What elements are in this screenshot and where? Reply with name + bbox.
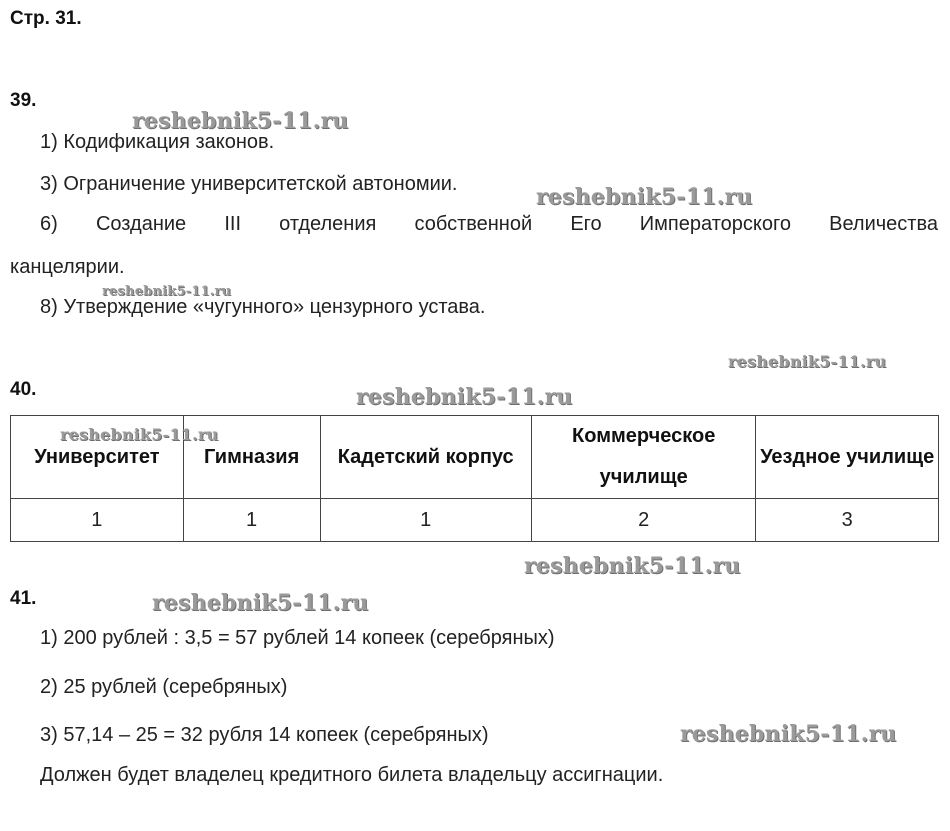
- watermark: reshebnik5-11.ru: [356, 384, 573, 410]
- header-cell: [756, 416, 939, 499]
- page-label: Стр. 31.: [10, 8, 82, 29]
- header-cadet-corps: Кадетский корпус: [337, 445, 514, 468]
- watermark: reshebnik5-11.ru: [524, 553, 741, 579]
- task-41-item-1: 1) 200 рублей : 3,5 = 57 рублей 14 копеек (серебряных): [40, 627, 555, 649]
- header-gymnasium: Гимназия: [203, 445, 300, 468]
- watermark: reshebnik5-11.ru: [132, 108, 349, 134]
- task-39-item-6-line-2: канцелярии.: [10, 256, 125, 278]
- task-39-number: 39.: [10, 90, 37, 111]
- task-39-item-8: 8) Утверждение «чугунного» цензурного устава.: [40, 296, 486, 318]
- task-39-item-6-line-1: 6) Создание III отделения собственной Его Императорского Величества: [40, 213, 938, 235]
- value-commercial-school: 2: [531, 499, 756, 542]
- header-district-school: Уездное училище: [760, 445, 935, 468]
- task-41-number: 41.: [10, 588, 37, 609]
- value-university: 1: [11, 499, 184, 542]
- value-gymnasium: 1: [183, 499, 320, 542]
- watermark: reshebnik5-11.ru: [152, 590, 369, 616]
- header-commercial-school: Коммерческое училище: [572, 425, 716, 488]
- header-university: Университет: [34, 445, 160, 468]
- task-40-number: 40.: [10, 379, 37, 400]
- watermark: reshebnik5-11.ru: [680, 721, 897, 747]
- table-row: [11, 499, 939, 542]
- task-39-item-1: 1) Кодификация законов.: [40, 131, 275, 153]
- task-41-item-2: 2) 25 рублей (серебряных): [40, 676, 288, 698]
- value-district-school: 3: [756, 499, 939, 542]
- watermark: reshebnik5-11.ru: [728, 352, 887, 371]
- header-cell: [531, 416, 756, 499]
- watermark: reshebnik5-11.ru: [60, 425, 219, 444]
- task-39-item-3: 3) Ограничение университетской автономии.: [40, 173, 458, 195]
- watermark: reshebnik5-11.ru: [536, 184, 753, 210]
- task-41-conclusion: Должен будет владелец кредитного билета владельцу ассигнации.: [40, 764, 664, 786]
- header-cell: [320, 416, 531, 499]
- watermark: reshebnik5-11.ru: [102, 284, 232, 299]
- task-41-item-3: 3) 57,14 – 25 = 32 рубля 14 копеек (серебряных): [40, 724, 489, 746]
- value-cadet-corps: 1: [320, 499, 531, 542]
